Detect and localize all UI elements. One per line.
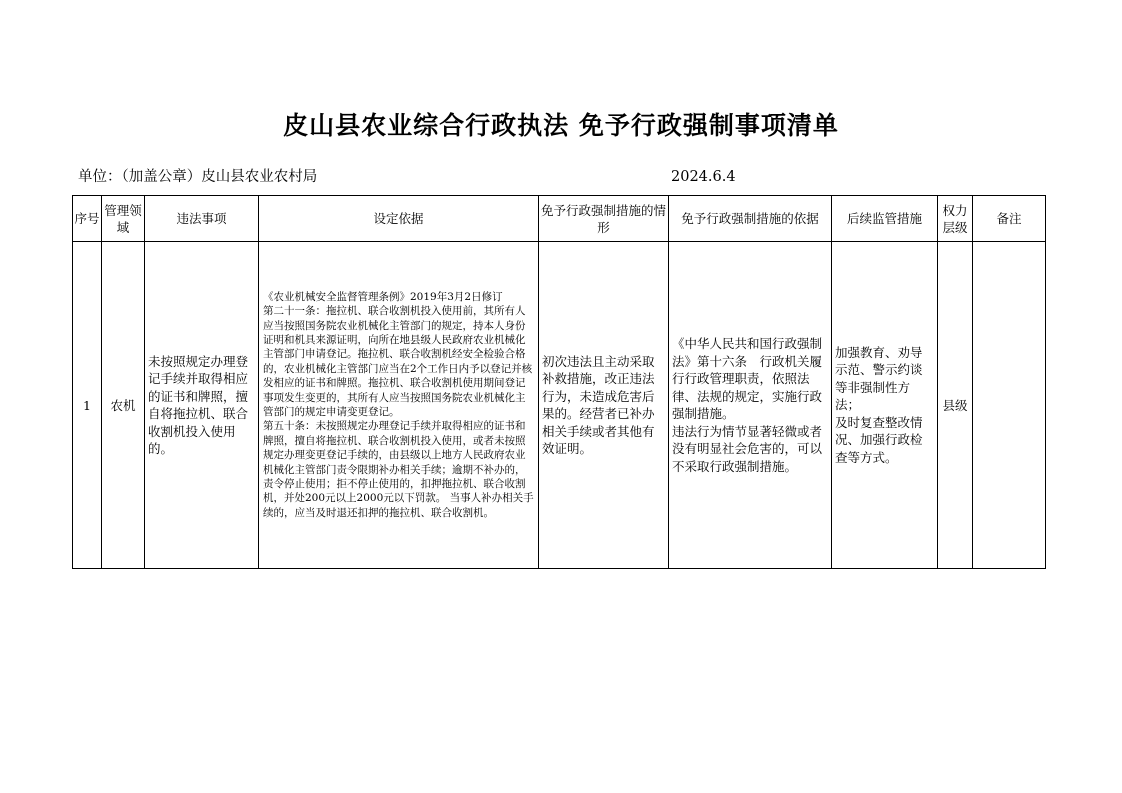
basis-paragraph: 《农业机械安全监督管理条例》2019年3月2日修订: [263, 290, 503, 303]
cell-supervision: [832, 242, 938, 569]
supervision-paragraph: 加强教育、劝导示范、警示约谈等非强制性方法；: [835, 344, 923, 413]
header-violation: 违法事项: [145, 196, 259, 242]
exempt-basis-paragraph: 《中华人民共和国行政强制法》第十六条 行政机关履行行政管理职责，依照法律、法规的规定，实施行政强制措施。: [672, 336, 823, 421]
supervision-text: [832, 344, 937, 467]
unit-line: 单位：（加盖公章）皮山县农业农村局: [78, 169, 318, 185]
basis-paragraph: 第二十一条：拖拉机、联合收割机投入使用前，其所有人应当按照国务院农业机械化主管部门的规定，持本人身份证明和机具来源证明，向所在地县级人民政府农业机械化主管部门申请登记。拖拉机、联合收割机经安全检验合格的，农业机械化主管部门应当在2个工作日内予以登记并核发相应的证书和牌照。拖拉机、联合收割机使用期间登记事项发生变更的，其所有人应当按照国务院农业机械化主管部门的规定申请变更登记。: [263, 305, 533, 418]
header-field: 管理领域: [102, 196, 145, 242]
document-date: 2024.6.4: [671, 169, 736, 185]
cell-basis: [259, 242, 539, 569]
header-basis: 设定依据: [259, 196, 539, 242]
page-title: 皮山县农业综合行政执法 免予行政强制事项清单: [283, 111, 839, 140]
basis-paragraph: 第五十条：未按照规定办理登记手续并取得相应的证书和牌照，擅自将拖拉机、联合收割机投入使用，或者未按照规定办理变更登记手续的，由县级以上地方人民政府农业机械化主管部门责令限期补办相关手续；逾期不补办的，责令停止使用；拒不停止使用的，扣押拖拉机、联合收割机，并处200元以上2000元以下罚款。 当事人补办相关手续的，应当及时退还扣押的拖拉机、联合收割机。: [263, 420, 534, 519]
header-remark: 备注: [973, 196, 1046, 242]
exemption-table: [72, 195, 1046, 569]
header-no: 序号: [73, 196, 102, 242]
header-supervision: 后续监管措施: [832, 196, 938, 242]
table-header-row: [73, 196, 1046, 242]
cell-level: 县级: [938, 242, 973, 569]
cell-violation: [145, 242, 259, 569]
exempt-basis-paragraph: 违法行为情节显著轻微或者没有明显社会危害的，可以不采取行政强制措施。: [672, 423, 823, 474]
violation-text: 未按照规定办理登记手续并取得相应的证书和牌照，擅自将拖拉机、联合收割机投入使用的。: [148, 353, 249, 456]
header-level: 权力层级: [938, 196, 973, 242]
supervision-paragraph: 及时复查整改情况、加强行政检查等方式。: [835, 414, 923, 465]
cell-situation: [539, 242, 669, 569]
cell-field: 农机: [102, 242, 145, 569]
basis-text: [259, 290, 538, 521]
header-exempt-basis: 免予行政强制措施的依据: [669, 196, 832, 242]
cell-exempt-basis: [669, 242, 832, 569]
cell-no: 1: [73, 242, 102, 569]
table-row: [73, 242, 1046, 569]
situation-text: 初次违法且主动采取补救措施，改正违法行为，未造成危害后果的。经营者已补办相关手续或者其他有效证明。: [542, 353, 655, 456]
exempt-basis-text: [669, 335, 831, 475]
cell-remark: [973, 242, 1046, 569]
header-situation: 免予行政强制措施的情形: [539, 196, 669, 242]
